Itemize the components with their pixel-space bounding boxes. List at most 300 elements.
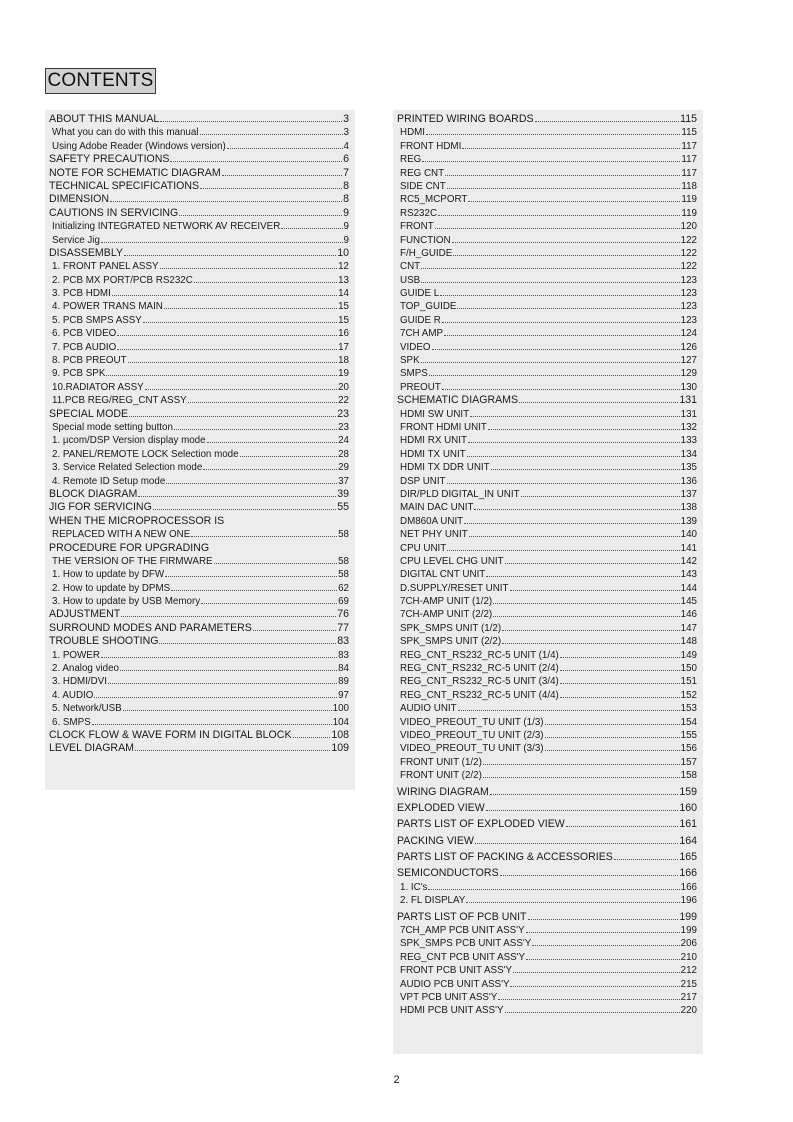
toc-entry[interactable] xyxy=(397,448,697,461)
toc-entry-page: 9 xyxy=(343,221,349,233)
toc-entry-page: 23 xyxy=(337,407,349,420)
toc-entry-label: Initializing INTEGRATED NETWORK AV RECEIVER xyxy=(52,221,281,233)
toc-entry-page: 115 xyxy=(681,127,697,139)
toc-leader-dots xyxy=(112,295,337,296)
toc-entry[interactable] xyxy=(397,287,697,300)
toc-entry[interactable] xyxy=(49,314,349,327)
toc-leader-dots xyxy=(447,550,679,551)
toc-entry[interactable] xyxy=(49,167,349,180)
toc-entry-label: 3. HDMI/DVI xyxy=(52,676,107,688)
toc-entry-page: 117 xyxy=(681,167,697,179)
toc-entry-page: 153 xyxy=(680,703,697,715)
toc-entry-label: 1. How to update by DFW xyxy=(52,569,165,581)
toc-entry[interactable] xyxy=(397,327,697,340)
toc-entry-page: 148 xyxy=(680,636,697,648)
toc-entry[interactable] xyxy=(397,851,697,864)
toc-leader-dots xyxy=(491,469,680,470)
toc-entry-label: DISASSEMBLY xyxy=(49,246,123,259)
toc-entry-label: REPLACED WITH A NEW ONE xyxy=(52,529,191,541)
toc-entry-label: GUIDE L xyxy=(400,288,440,300)
toc-entry-label: 7CH-AMP UNIT (2/2) xyxy=(400,609,493,621)
toc-leader-dots xyxy=(166,483,337,484)
toc-entry[interactable] xyxy=(49,247,349,260)
toc-entry[interactable] xyxy=(49,742,349,755)
toc-entry[interactable] xyxy=(397,937,697,950)
toc-entry[interactable] xyxy=(397,867,697,880)
toc-entry[interactable] xyxy=(397,542,697,555)
toc-entry-label: SURROUND MODES AND PARAMETERS xyxy=(49,621,252,634)
toc-entry-page: 159 xyxy=(679,785,697,798)
toc-entry-page: 155 xyxy=(680,729,697,741)
toc-entry-label: Using Adobe Reader (Windows version) xyxy=(52,140,226,152)
toc-entry-label: SMPS xyxy=(400,368,428,380)
toc-entry-page: 212 xyxy=(680,965,697,977)
toc-entry[interactable] xyxy=(397,475,697,488)
toc-entry-label: 3. PCB HDMI xyxy=(52,288,111,300)
toc-entry[interactable] xyxy=(49,595,349,608)
toc-entry-page: 139 xyxy=(680,515,697,527)
toc-entry[interactable] xyxy=(397,894,697,907)
toc-entry-label: RC5_MCPORT xyxy=(400,194,468,206)
toc-entry[interactable] xyxy=(49,448,349,461)
toc-entry-label: 1. POWER xyxy=(52,649,100,661)
toc-entry-page: 134 xyxy=(680,448,697,460)
toc-entry-page: 39 xyxy=(337,487,349,500)
toc-entry[interactable] xyxy=(397,247,697,260)
toc-entry-page: 166 xyxy=(679,867,697,880)
toc-entry-page: 161 xyxy=(679,818,697,831)
toc-entry[interactable] xyxy=(397,716,697,729)
toc-leader-dots xyxy=(440,295,679,296)
toc-leader-dots xyxy=(421,362,680,363)
toc-entry-label: Special mode setting button xyxy=(52,421,173,433)
toc-entry[interactable] xyxy=(49,287,349,300)
toc-entry[interactable] xyxy=(49,716,349,729)
toc-entry-label: 1. FRONT PANEL ASSY xyxy=(52,261,159,273)
toc-leader-dots xyxy=(560,657,680,658)
toc-entry[interactable] xyxy=(49,140,349,153)
toc-leader-dots xyxy=(203,469,337,470)
toc-leader-dots xyxy=(483,764,680,765)
toc-entry[interactable] xyxy=(397,786,697,799)
toc-entry-page: 133 xyxy=(680,435,697,447)
toc-entry[interactable] xyxy=(397,951,697,964)
toc-entry-page: 9 xyxy=(343,234,349,246)
toc-leader-dots xyxy=(505,1012,680,1013)
toc-entry[interactable] xyxy=(397,461,697,474)
toc-entry[interactable] xyxy=(397,207,697,220)
toc-entry[interactable] xyxy=(397,394,697,407)
toc-entry-label: REG_CNT_RS232_RC-5 UNIT (1/4) xyxy=(400,649,559,661)
toc-entry-page: 126 xyxy=(680,341,697,353)
toc-entry-page: 22 xyxy=(338,395,349,407)
toc-entry[interactable] xyxy=(397,729,697,742)
toc-entry-page: 130 xyxy=(680,381,697,393)
toc-entry[interactable] xyxy=(397,802,697,815)
toc-entry-page: 16 xyxy=(338,328,349,340)
toc-entry-page: 166 xyxy=(680,881,697,893)
toc-entry-label: EXPLODED VIEW xyxy=(397,801,485,814)
toc-entry[interactable] xyxy=(397,113,697,126)
toc-entry[interactable] xyxy=(397,421,697,434)
toc-leader-dots xyxy=(528,919,679,920)
toc-entry-label: What you can do with this manual xyxy=(52,127,199,139)
toc-leader-dots xyxy=(614,859,678,860)
toc-entry-label: DSP UNIT xyxy=(400,475,446,487)
toc-entry[interactable] xyxy=(49,622,349,635)
page-number: 2 xyxy=(393,1074,400,1086)
toc-entry[interactable] xyxy=(397,300,697,313)
toc-entry-page: 164 xyxy=(679,834,697,847)
toc-entry-page: 119 xyxy=(681,194,697,206)
toc-entry[interactable] xyxy=(49,662,349,675)
toc-entry-page: 152 xyxy=(680,689,697,701)
toc-entry-page: 28 xyxy=(338,448,349,460)
toc-entry-page: 157 xyxy=(680,756,697,768)
toc-entry-page: 8 xyxy=(343,179,349,192)
toc-entry[interactable] xyxy=(397,662,697,675)
toc-entry-page: 19 xyxy=(338,368,349,380)
toc-entry[interactable] xyxy=(397,608,697,621)
toc-leader-dots xyxy=(445,175,680,176)
toc-entry[interactable] xyxy=(397,274,697,287)
toc-entry[interactable] xyxy=(397,408,697,421)
toc-entry-label: 6. PCB VIDEO xyxy=(52,328,117,340)
toc-entry-page: 84 xyxy=(338,663,349,675)
toc-entry-page: 83 xyxy=(338,649,349,661)
toc-entry[interactable] xyxy=(397,991,697,1004)
toc-entry-page: 108 xyxy=(331,728,349,741)
toc-entry-label: NOTE FOR SCHEMATIC DIAGRAM xyxy=(49,166,221,179)
toc-entry[interactable] xyxy=(49,689,349,702)
toc-entry[interactable] xyxy=(49,501,349,514)
toc-entry-label: SPECIAL MODE xyxy=(49,407,129,420)
toc-leader-dots xyxy=(467,456,680,457)
toc-entry-label: VIDEO xyxy=(400,341,431,353)
toc-leader-dots xyxy=(505,563,680,564)
toc-leader-dots xyxy=(468,201,680,202)
toc-leader-dots xyxy=(447,188,681,189)
toc-entry-page: 123 xyxy=(680,314,697,326)
toc-entry[interactable] xyxy=(49,408,349,421)
toc-entry-label: THE VERSION OF THE FIRMWARE xyxy=(52,555,213,567)
toc-entry-label: VIDEO_PREOUT_TU UNIT (2/3) xyxy=(400,729,544,741)
toc-leader-dots xyxy=(165,576,337,577)
toc-entry[interactable] xyxy=(49,234,349,247)
toc-entry-page: 154 xyxy=(680,716,697,728)
toc-entry-label: HDMI xyxy=(400,127,426,139)
toc-leader-dots xyxy=(159,643,336,644)
toc-entry[interactable] xyxy=(397,756,697,769)
toc-entry-label: ABOUT THIS MANUAL xyxy=(49,113,160,125)
toc-entry-page: 136 xyxy=(680,475,697,487)
toc-entry[interactable] xyxy=(397,818,697,831)
toc-entry-label: SIDE CNT xyxy=(400,180,446,192)
toc-entry[interactable] xyxy=(397,341,697,354)
toc-entry[interactable] xyxy=(397,742,697,755)
toc-leader-dots xyxy=(117,335,337,336)
toc-entry[interactable] xyxy=(397,835,697,848)
toc-entry-label: 6. SMPS xyxy=(52,716,91,728)
toc-leader-dots xyxy=(435,228,680,229)
toc-entry-page: 77 xyxy=(337,621,349,634)
toc-entry-label: 9. PCB SPK xyxy=(52,368,106,380)
toc-entry[interactable] xyxy=(49,394,349,407)
toc-entry[interactable] xyxy=(49,555,349,568)
toc-entry-page: 37 xyxy=(338,475,349,487)
toc-entry[interactable] xyxy=(49,327,349,340)
toc-entry[interactable] xyxy=(49,542,349,555)
toc-entry-label: 4. POWER TRANS MAIN xyxy=(52,301,163,313)
toc-entry[interactable] xyxy=(49,341,349,354)
toc-entry-page: 8 xyxy=(343,193,349,206)
toc-entry[interactable] xyxy=(49,515,349,528)
toc-entry[interactable] xyxy=(397,180,697,193)
toc-leader-dots xyxy=(129,416,336,417)
toc-entry[interactable] xyxy=(49,421,349,434)
toc-entry-label: AUDIO PCB UNIT ASS'Y xyxy=(400,978,510,990)
toc-entry-label: FUNCTION xyxy=(400,234,451,246)
toc-entry[interactable] xyxy=(49,113,349,126)
toc-leader-dots xyxy=(253,630,336,631)
toc-leader-dots xyxy=(426,134,680,135)
toc-entry[interactable] xyxy=(49,207,349,220)
toc-entry-page: 76 xyxy=(337,608,349,621)
toc-entry[interactable] xyxy=(397,260,697,273)
toc-entry-page: 122 xyxy=(680,247,697,259)
toc-leader-dots xyxy=(121,616,336,617)
toc-entry[interactable] xyxy=(397,234,697,247)
toc-leader-dots xyxy=(502,643,680,644)
toc-entry-label: 3. Service Related Selection mode xyxy=(52,462,203,474)
toc-leader-dots xyxy=(464,523,679,524)
toc-entry[interactable] xyxy=(397,582,697,595)
toc-leader-dots xyxy=(535,121,680,122)
toc-entry[interactable] xyxy=(397,220,697,233)
toc-entry[interactable] xyxy=(397,769,697,782)
toc-entry-page: 58 xyxy=(338,555,349,567)
toc-entry[interactable] xyxy=(49,354,349,367)
toc-entry-page: 122 xyxy=(680,261,697,273)
toc-entry[interactable] xyxy=(397,314,697,327)
toc-entry-label: PREOUT xyxy=(400,381,441,393)
toc-leader-dots xyxy=(457,308,679,309)
toc-entry-label: Service Jig xyxy=(52,234,100,246)
toc-leader-dots xyxy=(128,362,338,363)
toc-entry-label: CNT xyxy=(400,261,421,273)
toc-entry-label: FRONT UNIT (1/2) xyxy=(400,756,482,768)
toc-entry-page: 124 xyxy=(680,328,697,340)
toc-entry[interactable] xyxy=(49,488,349,501)
toc-entry-label: REG_CNT_RS232_RC-5 UNIT (3/4) xyxy=(400,676,559,688)
toc-entry-label: PRINTED WIRING BOARDS xyxy=(397,113,534,125)
toc-leader-dots xyxy=(560,683,680,684)
toc-entry[interactable] xyxy=(49,635,349,648)
toc-entry[interactable] xyxy=(397,434,697,447)
toc-entry-page: 123 xyxy=(680,301,697,313)
toc-entry[interactable] xyxy=(397,193,697,206)
toc-entry[interactable] xyxy=(397,881,697,894)
toc-entry-page: 3 xyxy=(343,113,349,125)
toc-entry-label: TROUBLE SHOOTING xyxy=(49,635,159,648)
toc-entry[interactable] xyxy=(397,595,697,608)
toc-leader-dots xyxy=(560,697,680,698)
toc-entry-label: DIR/PLD DIGITAL_IN UNIT xyxy=(400,488,520,500)
toc-entry-label: 5. Network/USB xyxy=(52,703,122,715)
toc-leader-dots xyxy=(207,442,338,443)
toc-entry-label: TOP_GUIDE xyxy=(400,301,457,313)
toc-entry[interactable] xyxy=(49,434,349,447)
toc-leader-dots xyxy=(510,986,679,987)
toc-leader-dots xyxy=(191,536,337,537)
toc-entry[interactable] xyxy=(397,501,697,514)
toc-entry[interactable] xyxy=(49,220,349,233)
toc-entry[interactable] xyxy=(397,649,697,662)
toc-leader-dots xyxy=(498,999,679,1000)
page-title: CONTENTS xyxy=(45,68,156,94)
toc-entry[interactable] xyxy=(49,582,349,595)
toc-leader-dots xyxy=(194,282,337,283)
toc-entry-label: CPU LEVEL CHG UNIT xyxy=(400,555,504,567)
toc-entry[interactable] xyxy=(397,381,697,394)
toc-entry[interactable] xyxy=(49,180,349,193)
toc-entry-label: WHEN THE MICROPROCESSOR IS xyxy=(49,514,225,527)
toc-entry-label: D.SUPPLY/RESET UNIT xyxy=(400,582,509,594)
toc-entry[interactable] xyxy=(397,153,697,166)
toc-entry[interactable] xyxy=(397,622,697,635)
toc-entry-page: 217 xyxy=(680,992,697,1003)
toc-entry-page: 9 xyxy=(343,206,349,219)
toc-entry[interactable] xyxy=(397,702,697,715)
toc-entry[interactable] xyxy=(49,649,349,662)
toc-leader-dots xyxy=(447,483,680,484)
toc-entry-label: REG xyxy=(400,154,422,166)
toc-entry-page: 117 xyxy=(681,140,697,152)
toc-entry-label: BLOCK DIAGRAM xyxy=(49,487,138,500)
toc-entry-page: 7 xyxy=(343,166,349,179)
toc-entry[interactable] xyxy=(49,274,349,287)
toc-entry-page: 141 xyxy=(680,542,697,554)
toc-entry-label: SEMICONDUCTORS xyxy=(397,867,499,880)
toc-entry-label: PARTS LIST OF PCB UNIT xyxy=(397,910,527,923)
toc-entry[interactable] xyxy=(397,354,697,367)
toc-entry[interactable] xyxy=(397,568,697,581)
toc-entry[interactable] xyxy=(49,300,349,313)
toc-entry[interactable] xyxy=(49,381,349,394)
toc-entry-page: 131 xyxy=(680,408,697,420)
toc-leader-dots xyxy=(466,902,679,903)
toc-entry-label: GUIDE R xyxy=(400,314,441,326)
toc-entry-label: PACKING VIEW xyxy=(397,834,474,847)
toc-entry[interactable] xyxy=(49,153,349,166)
toc-entry-page: 109 xyxy=(331,742,349,755)
toc-entry-label: 2. How to update by DPMS xyxy=(52,582,171,594)
toc-entry[interactable] xyxy=(397,126,697,139)
toc-entry[interactable] xyxy=(397,978,697,991)
toc-entry-page: 127 xyxy=(680,355,697,367)
toc-entry[interactable] xyxy=(397,528,697,541)
toc-leader-dots xyxy=(170,161,342,162)
toc-entry[interactable] xyxy=(397,367,697,380)
toc-entry-label: CAUTIONS IN SERVICING xyxy=(49,206,179,219)
toc-entry[interactable] xyxy=(49,367,349,380)
toc-entry-label: 2. Analog video xyxy=(52,663,119,675)
toc-entry-page: 29 xyxy=(338,462,349,474)
toc-entry-page: 149 xyxy=(680,649,697,661)
toc-entry[interactable] xyxy=(397,911,697,924)
toc-right-column xyxy=(393,110,703,1054)
toc-entry-label: REG_CNT_RS232_RC-5 UNIT (2/4) xyxy=(400,663,559,675)
toc-entry-label: HDMI TX UNIT xyxy=(400,448,466,460)
toc-entry[interactable] xyxy=(49,126,349,139)
toc-entry-label: 7. PCB AUDIO xyxy=(52,341,117,353)
toc-leader-dots xyxy=(138,496,336,497)
toc-entry[interactable] xyxy=(49,729,349,742)
toc-entry[interactable] xyxy=(397,924,697,937)
toc-entry-label: 4. Remote ID Setup mode xyxy=(52,475,166,487)
toc-entry-label: F/H_GUIDE xyxy=(400,247,453,259)
toc-entry[interactable] xyxy=(49,702,349,715)
toc-entry[interactable] xyxy=(49,193,349,206)
toc-entry-label: PARTS LIST OF EXPLODED VIEW xyxy=(397,818,565,831)
toc-entry-label: FRONT UNIT (2/2) xyxy=(400,770,482,782)
toc-entry-page: 15 xyxy=(338,301,349,313)
toc-entry[interactable] xyxy=(397,515,697,528)
toc-leader-dots xyxy=(135,750,330,751)
toc-leader-dots xyxy=(160,121,342,122)
toc-entry[interactable] xyxy=(397,167,697,180)
toc-entry-page: 115 xyxy=(680,113,697,125)
toc-leader-dots xyxy=(545,750,680,751)
toc-entry[interactable] xyxy=(49,675,349,688)
toc-entry[interactable] xyxy=(397,1004,697,1017)
toc-leader-dots xyxy=(188,402,337,403)
toc-entry[interactable] xyxy=(397,140,697,153)
toc-entry-page: 15 xyxy=(338,314,349,326)
toc-entry-label: SPK_SMPS UNIT (2/2) xyxy=(400,636,502,648)
toc-leader-dots xyxy=(123,710,332,711)
toc-leader-dots xyxy=(110,201,342,202)
toc-leader-dots xyxy=(488,429,680,430)
toc-leader-dots xyxy=(120,670,337,671)
toc-entry[interactable] xyxy=(49,608,349,621)
toc-entry-label: VIDEO_PREOUT_TU UNIT (1/3) xyxy=(400,716,544,728)
toc-entry[interactable] xyxy=(397,689,697,702)
toc-leader-dots xyxy=(143,322,337,323)
toc-entry[interactable] xyxy=(49,528,349,541)
toc-entry[interactable] xyxy=(397,555,697,568)
toc-entry-label: FRONT HDMI xyxy=(400,140,462,152)
toc-entry-page: 220 xyxy=(680,1005,697,1017)
toc-entry-label: VIDEO_PREOUT_TU UNIT (3/3) xyxy=(400,743,544,755)
toc-entry[interactable] xyxy=(397,635,697,648)
toc-leader-dots xyxy=(493,616,679,617)
toc-entry-page: 156 xyxy=(680,743,697,755)
toc-entry[interactable] xyxy=(49,260,349,273)
toc-entry[interactable] xyxy=(49,461,349,474)
toc-entry[interactable] xyxy=(397,675,697,688)
toc-leader-dots xyxy=(101,242,343,243)
toc-entry[interactable] xyxy=(49,568,349,581)
toc-entry-label: DM860A UNIT xyxy=(400,515,464,527)
toc-leader-dots xyxy=(108,683,337,684)
toc-entry[interactable] xyxy=(49,475,349,488)
toc-leader-dots xyxy=(145,389,337,390)
toc-entry-page: 151 xyxy=(680,676,697,688)
toc-entry[interactable] xyxy=(397,488,697,501)
toc-entry[interactable] xyxy=(397,964,697,977)
toc-leader-dots xyxy=(281,228,342,229)
